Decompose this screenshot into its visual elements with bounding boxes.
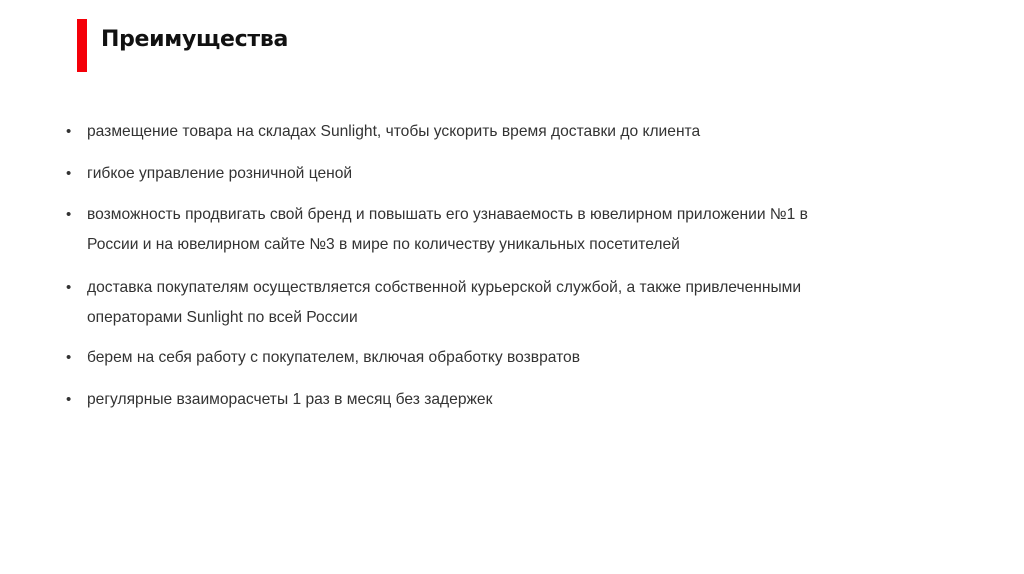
list-item-text: доставка покупателям осуществляется собственной курьерской службой, а также привлеченными [87,279,802,296]
list-item-text: берем на себя работу с покупателем, включая обработку возвратов [87,349,580,366]
bullet-icon: • [66,391,72,408]
bullet-icon: • [66,279,72,296]
list-item-text: размещение товара на складах Sunlight, чтобы ускорить время доставки до клиента [87,123,701,140]
list-item-text: операторами Sunlight по всей России [87,309,358,326]
slide-title: Преимущества [101,27,289,52]
list-item-text: России и на ювелирном сайте №3 в мире по количеству уникальных посетителей [87,236,680,253]
title-accent-bar [77,19,87,72]
bullet-icon: • [66,123,72,140]
list-item-text: регулярные взаиморасчеты 1 раз в месяц без задержек [87,391,493,408]
list-item-text: гибкое управление розничной ценой [87,165,353,182]
bullet-icon: • [66,206,72,223]
bullet-icon: • [66,349,72,366]
bullet-icon: • [66,165,72,182]
list-item-text: возможность продвигать свой бренд и повышать его узнаваемость в ювелирном приложении №1 в [87,206,808,223]
